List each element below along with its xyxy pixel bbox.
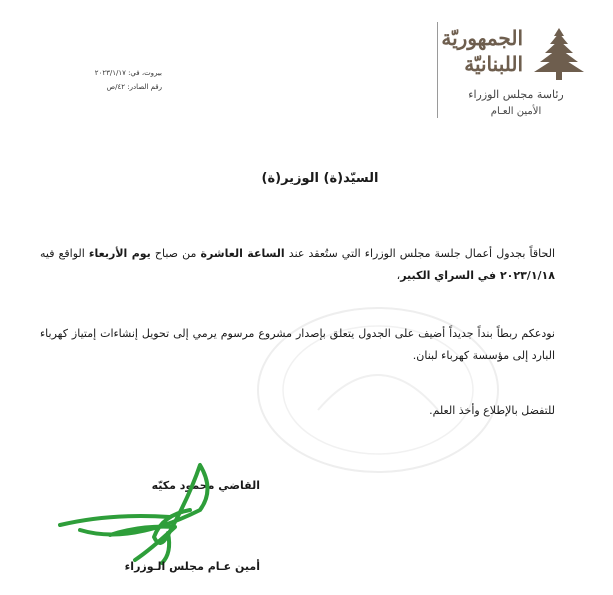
signatory-title: أمين عـام مجلس الـوزراء [124,560,260,573]
paragraph-1 [40,243,555,287]
p1-text-3: الواقع فيه [40,247,89,260]
cedar-tree-icon [528,24,590,86]
emblem-calligraphy-line1: الجمهوريّة [441,26,523,50]
p1-text-1: الحاقاً بجدول أعمال جلسة مجلس الوزراء التي ستُعقد عند [284,247,555,260]
paragraph-3: للتفضل بالإطلاع وأخذ العلم. [429,404,555,417]
p1-date-place: ٢٠٢٣/١/١٨ في السراي الكبير [400,269,555,282]
emblem-org-title: الأمين العـام [490,106,542,117]
signatory-name: القاضي محمود مكيّه [151,479,260,492]
paragraph-2: نودعكم ربطاً بنداً جديداً أضيف على الجدول يتعلق بإصدار مشروع مرسوم يرمي إلى تحويل إنشاءات إمتياز كهرباء البارد إلى مؤسسة كهرباء لبنان. [40,327,555,362]
p1-text-2: من صباح [150,247,201,260]
letter-meta [52,66,162,94]
emblem-org-name: رئاسة مجلس الوزراء [468,88,564,101]
p1-text-4: ، [396,269,401,282]
letter-date: بيروت، في: ٢٠٢٣/١/١٧ [94,69,162,77]
emblem-divider [437,22,438,118]
letter-reference: رقم الصادر: ٤٢/ص [106,83,162,91]
p1-time: الساعة العاشرة [200,247,285,260]
emblem-calligraphy-line2: اللبنانيّة [464,52,523,76]
salutation: السيّد(ة) الوزير(ة) [261,171,379,186]
p1-day: يوم الأربعاء [88,247,151,260]
handwritten-signature [50,455,230,575]
